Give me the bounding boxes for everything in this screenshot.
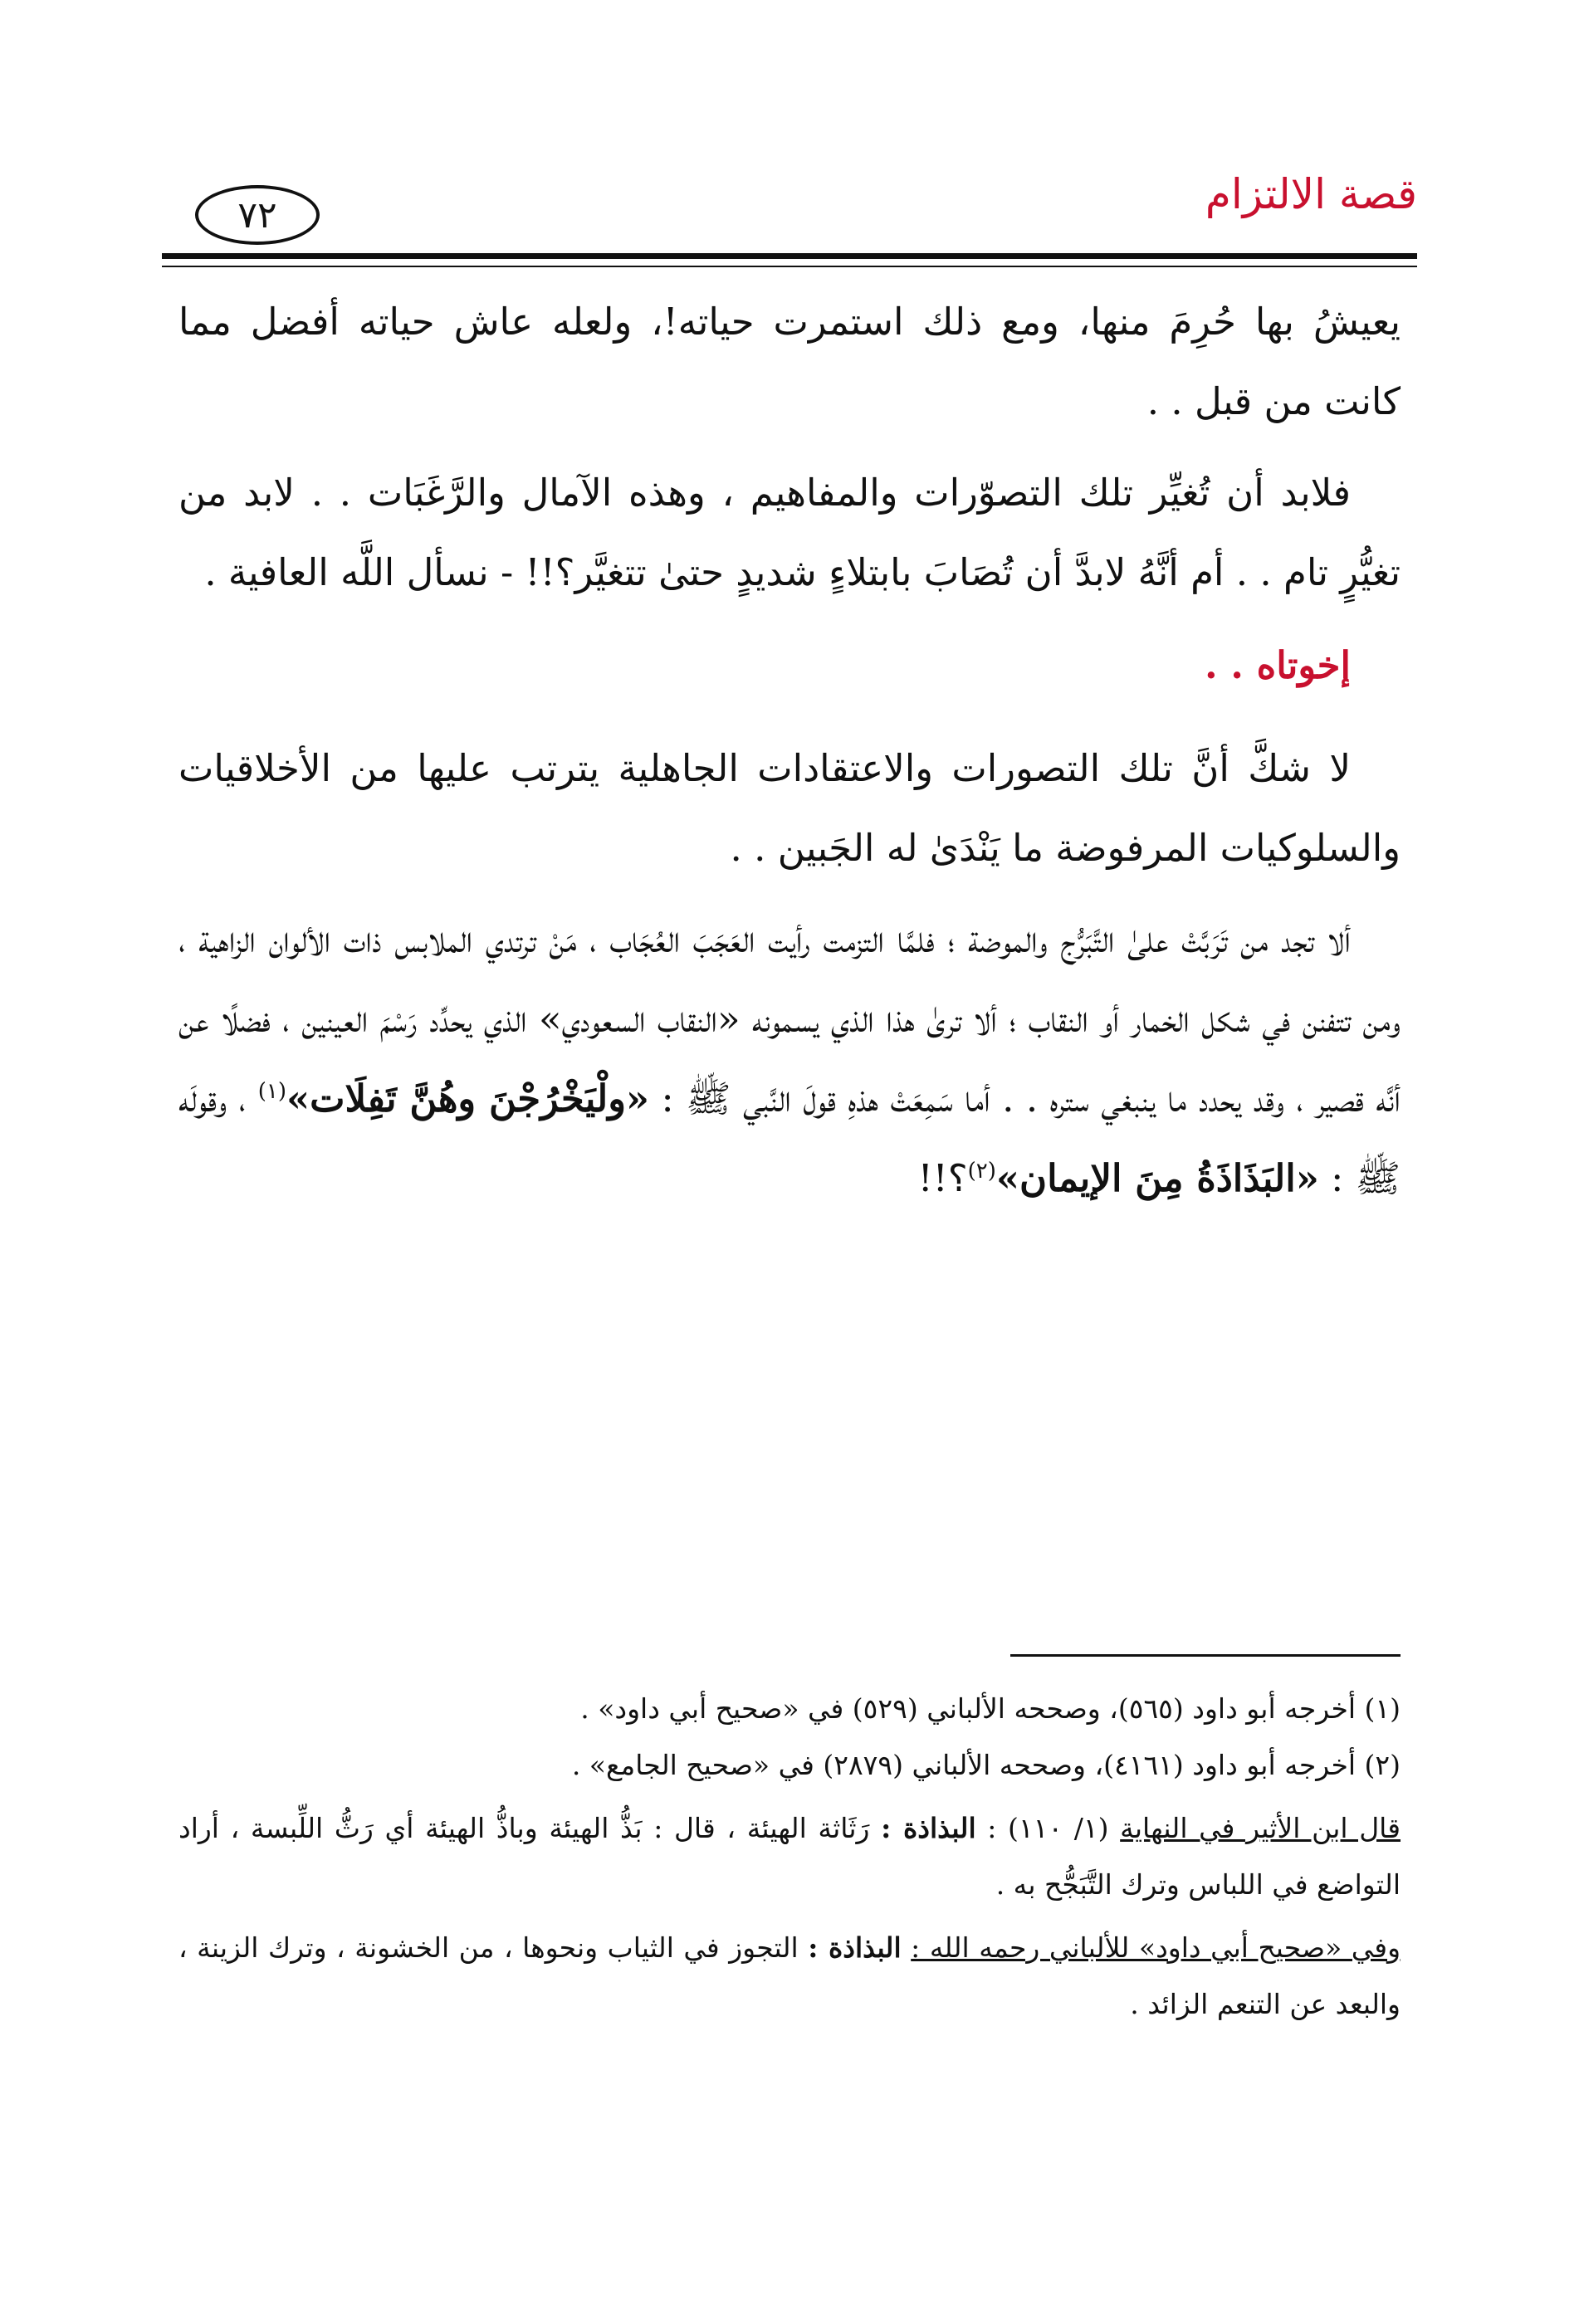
page-header <box>162 162 1417 261</box>
paragraph-1: يعيشُ بها حُرِمَ منها، ومع ذلك استمرت حياته!، ولعله عاش حياته أفضل مما كانت من قبل . . <box>178 300 1401 423</box>
footnote-ref-2: (٢) <box>967 1159 996 1184</box>
paragraph-4 <box>178 900 1401 1218</box>
note-1-ref: (١/ ١١٠) : <box>987 1812 1109 1844</box>
paragraph-4-text-b: ، وقولَه ﷺ : <box>178 1077 1401 1200</box>
footnote-1: (١) أخرجه أبو داود (٥٦٥)، وصححه الألباني (٥٢٩) في «صحيح أبي داود» . <box>580 1692 1401 1725</box>
note-1-term: البذاذة : <box>881 1812 976 1844</box>
note-1-source: قال ابن الأثير في النهاية <box>1120 1812 1401 1844</box>
header-rule-thin <box>162 266 1417 267</box>
hadith-quote-1: «ولْيَخْرُجْنَ وهُنَّ تَفِلَات» <box>286 1077 650 1120</box>
note-2-term: البذاذة : <box>808 1931 902 1964</box>
paragraph-4-text-a: ألا تجد من تَرَبَّتْ علىٰ التَّبَرُّج والموضة ؛ فلمَّا التزمت رأيت العَجَبَ العُجَاب ، مَنْ ترتدي الملابس ذات الألوان الزاهية ، ومن تتفنن في شكل الخمار أو النقاب ؛ ألا ترىٰ هذا الذي يسمونه «النقاب السعودي» الذي يحدِّد رَسْمَ العينين ، فضلًا عن أنَّه قصير ، وقد يحدد ما ينبغي ستره . . أما سَمِعَتْ هذهِ قولَ النَّبي ﷺ : <box>178 917 1401 1120</box>
header-rule-thick <box>162 253 1417 259</box>
footnote-note-2 <box>178 1920 1401 2033</box>
note-1-text: رَثَاثة الهيئة ، قال : بَذُّ الهيئة وباذُّ الهيئة أي رَثُّ اللِّبسة ، أراد التواضع في اللباس وترك التَّبَجُّح به . <box>178 1812 1401 1901</box>
paragraph-2: فلابد أن تُغيِّر تلك التصوّرات والمفاهيم ، وهذه الآمال والرَّغَبَات . . لابد من تغيُّرٍ تام . . أم أنَّهُ لابدَّ أن تُصَابَ بابتلاءٍ شديدٍ حتىٰ تتغيَّر؟!! - نسأل اللَّه العافية . <box>178 471 1401 594</box>
page-number-badge: ٧٢ <box>195 185 320 245</box>
page-title: قصة الالتزام <box>1205 170 1417 218</box>
footnote-ref-1: (١) <box>257 1079 287 1104</box>
hadith-quote-2: «البَذَاذَةُ مِنَ الإيمان» <box>995 1156 1319 1200</box>
section-heading: إخوتاه . . <box>1204 643 1351 687</box>
note-2-source: وفي «صحيح أبي داود» للألباني رحمه الله : <box>911 1931 1401 1964</box>
footnote-divider <box>1010 1654 1401 1657</box>
footnote-2: (٢) أخرجه أبو داود (٤١٦١)، وصححه الألباني (٢٨٧٩) في «صحيح الجامع» . <box>571 1749 1401 1781</box>
note-2-text: التجوز في الثياب ونحوها ، من الخشونة ، وترك الزينة ، والبعد عن التنعم الزائد . <box>178 1931 1401 2020</box>
paragraph-4-text-c: ؟!! <box>917 1156 968 1200</box>
footnotes <box>178 1681 1401 2033</box>
main-text <box>178 282 1401 1230</box>
footnote-note-1 <box>178 1800 1401 1913</box>
paragraph-3: لا شكَّ أنَّ تلك التصورات والاعتقادات الجاهلية يترتب عليها من الأخلاقيات والسلوكيات المرفوضة ما يَنْدَىٰ له الجَبين . . <box>178 746 1401 870</box>
